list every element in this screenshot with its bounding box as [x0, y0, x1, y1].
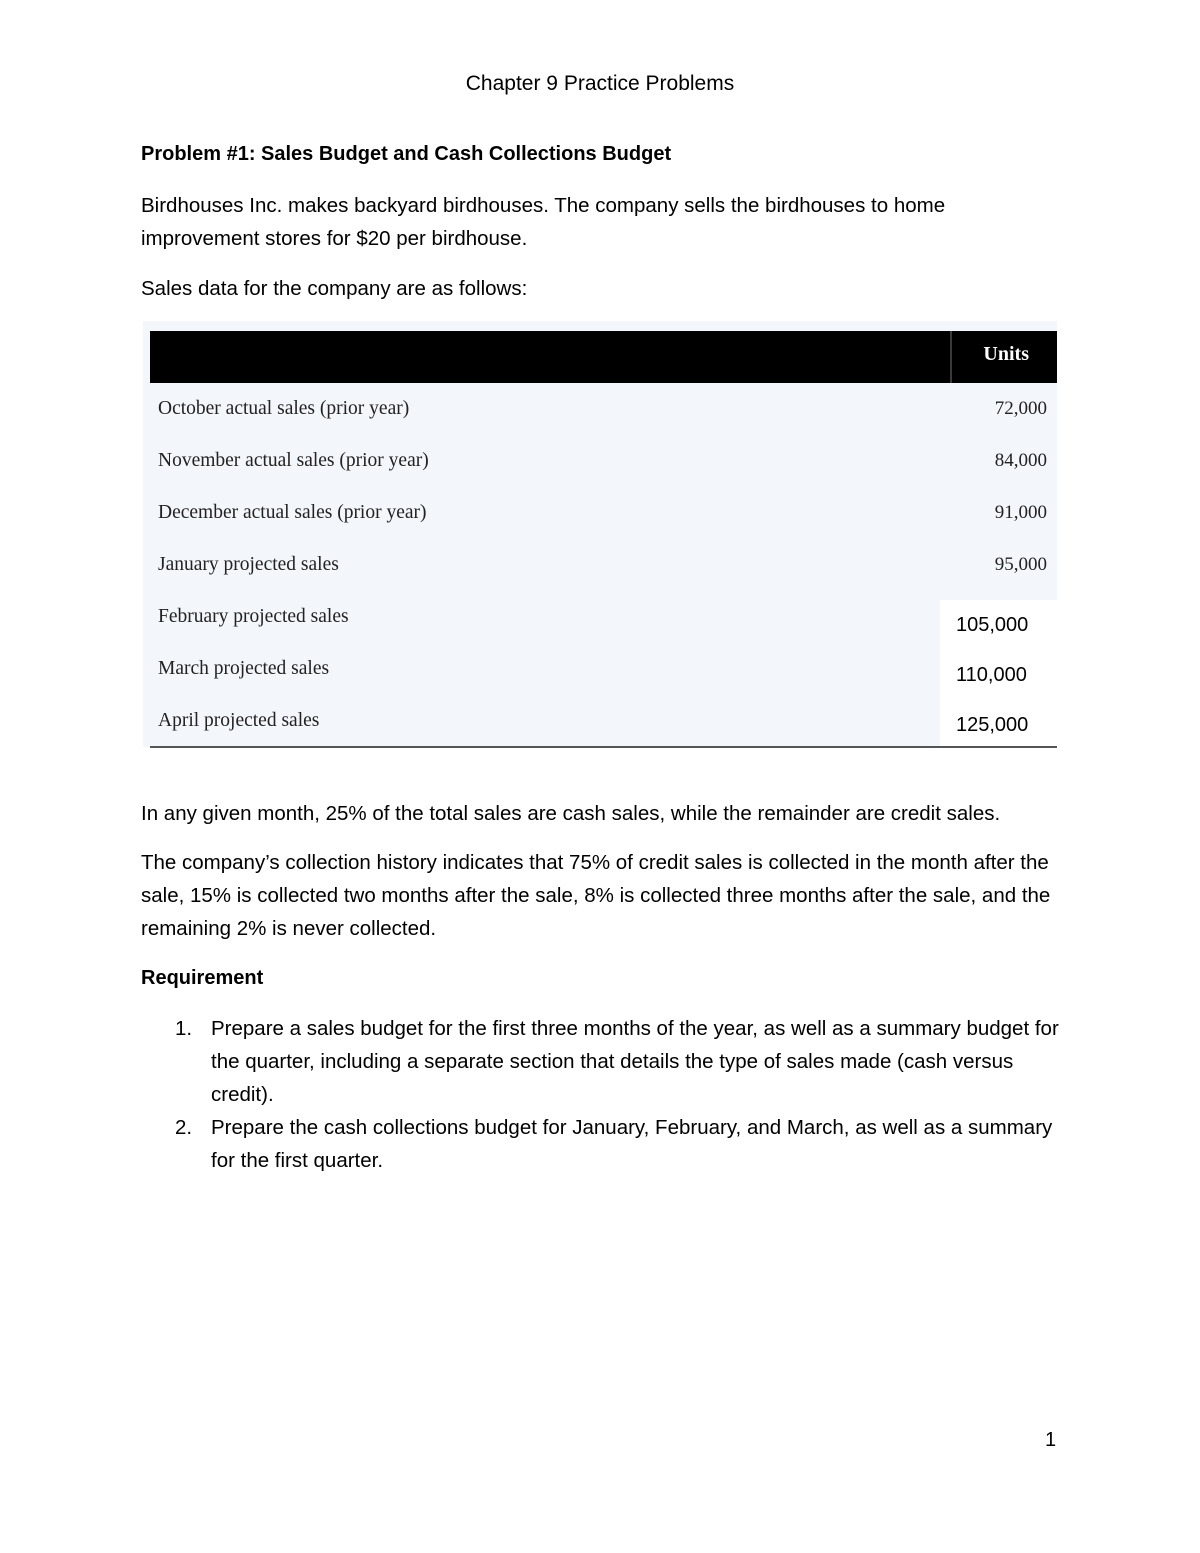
- intro-paragraph: Birdhouses Inc. makes backyard birdhouses. The company sells the birdhouses to home improvement stores for $20 per birdhouse.: [141, 194, 946, 250]
- page-title: Chapter 9 Practice Problems: [465, 72, 735, 95]
- row-label: January projected sales: [158, 554, 339, 575]
- page-number: 1: [1045, 1429, 1057, 1451]
- requirement-text: Prepare a sales budget for the first three months of the year, as well as a summary budget for the quarter, including a separate section that details the type of sales made (cash versus credit).: [211, 1017, 1059, 1106]
- table-row: [143, 540, 1057, 592]
- row-label: October actual sales (prior year): [158, 398, 410, 419]
- problem-heading: Problem #1: Sales Budget and Cash Collections Budget: [141, 143, 672, 165]
- collection-history-paragraph: The company’s collection history indicates that 75% of credit sales is collected in the month after the sale, 15% is collected two months after the sale, 8% is collected three months after the sale, and the remaining 2% is never collected.: [141, 851, 1051, 940]
- row-value: 95,000: [994, 554, 1047, 575]
- requirement-number: 1.: [175, 1017, 193, 1040]
- row-value-box: [940, 600, 1057, 650]
- table-row: [143, 644, 1057, 696]
- table-bottom-rule: [150, 746, 1057, 748]
- row-value-box: [940, 700, 1057, 750]
- row-label: March projected sales: [158, 658, 330, 679]
- table-row: [143, 436, 1057, 488]
- row-value: 110,000: [956, 664, 1027, 686]
- row-label: February projected sales: [158, 606, 349, 627]
- row-value: 125,000: [956, 714, 1029, 736]
- table-row: [143, 592, 1057, 644]
- units-column-header: Units: [983, 343, 1029, 365]
- sales-data-table: [143, 321, 1057, 747]
- sales-data-intro: Sales data for the company are as follows:: [141, 277, 528, 300]
- table-row: [143, 488, 1057, 540]
- row-value: 84,000: [994, 450, 1047, 471]
- table-header: [150, 331, 1057, 383]
- row-value: 91,000: [994, 502, 1047, 523]
- table-row: [143, 696, 1057, 748]
- cash-sales-paragraph: In any given month, 25% of the total sales are cash sales, while the remainder are credit sales.: [141, 802, 1001, 825]
- requirements-list: [141, 1012, 1061, 1177]
- requirement-heading: Requirement: [141, 967, 264, 989]
- header-divider: [950, 331, 952, 383]
- requirement-item: [141, 1111, 1061, 1177]
- requirement-text: Prepare the cash collections budget for January, February, and March, as well as a summary for the first quarter.: [211, 1116, 1053, 1172]
- row-value: 105,000: [956, 614, 1029, 636]
- requirement-number: 2.: [175, 1116, 193, 1139]
- row-value: 72,000: [994, 398, 1047, 419]
- row-label: April projected sales: [158, 710, 320, 731]
- requirement-item: [141, 1012, 1061, 1111]
- row-label: November actual sales (prior year): [158, 450, 429, 471]
- row-label: December actual sales (prior year): [158, 502, 427, 523]
- table-row: [143, 384, 1057, 436]
- row-value-box: [940, 650, 1057, 700]
